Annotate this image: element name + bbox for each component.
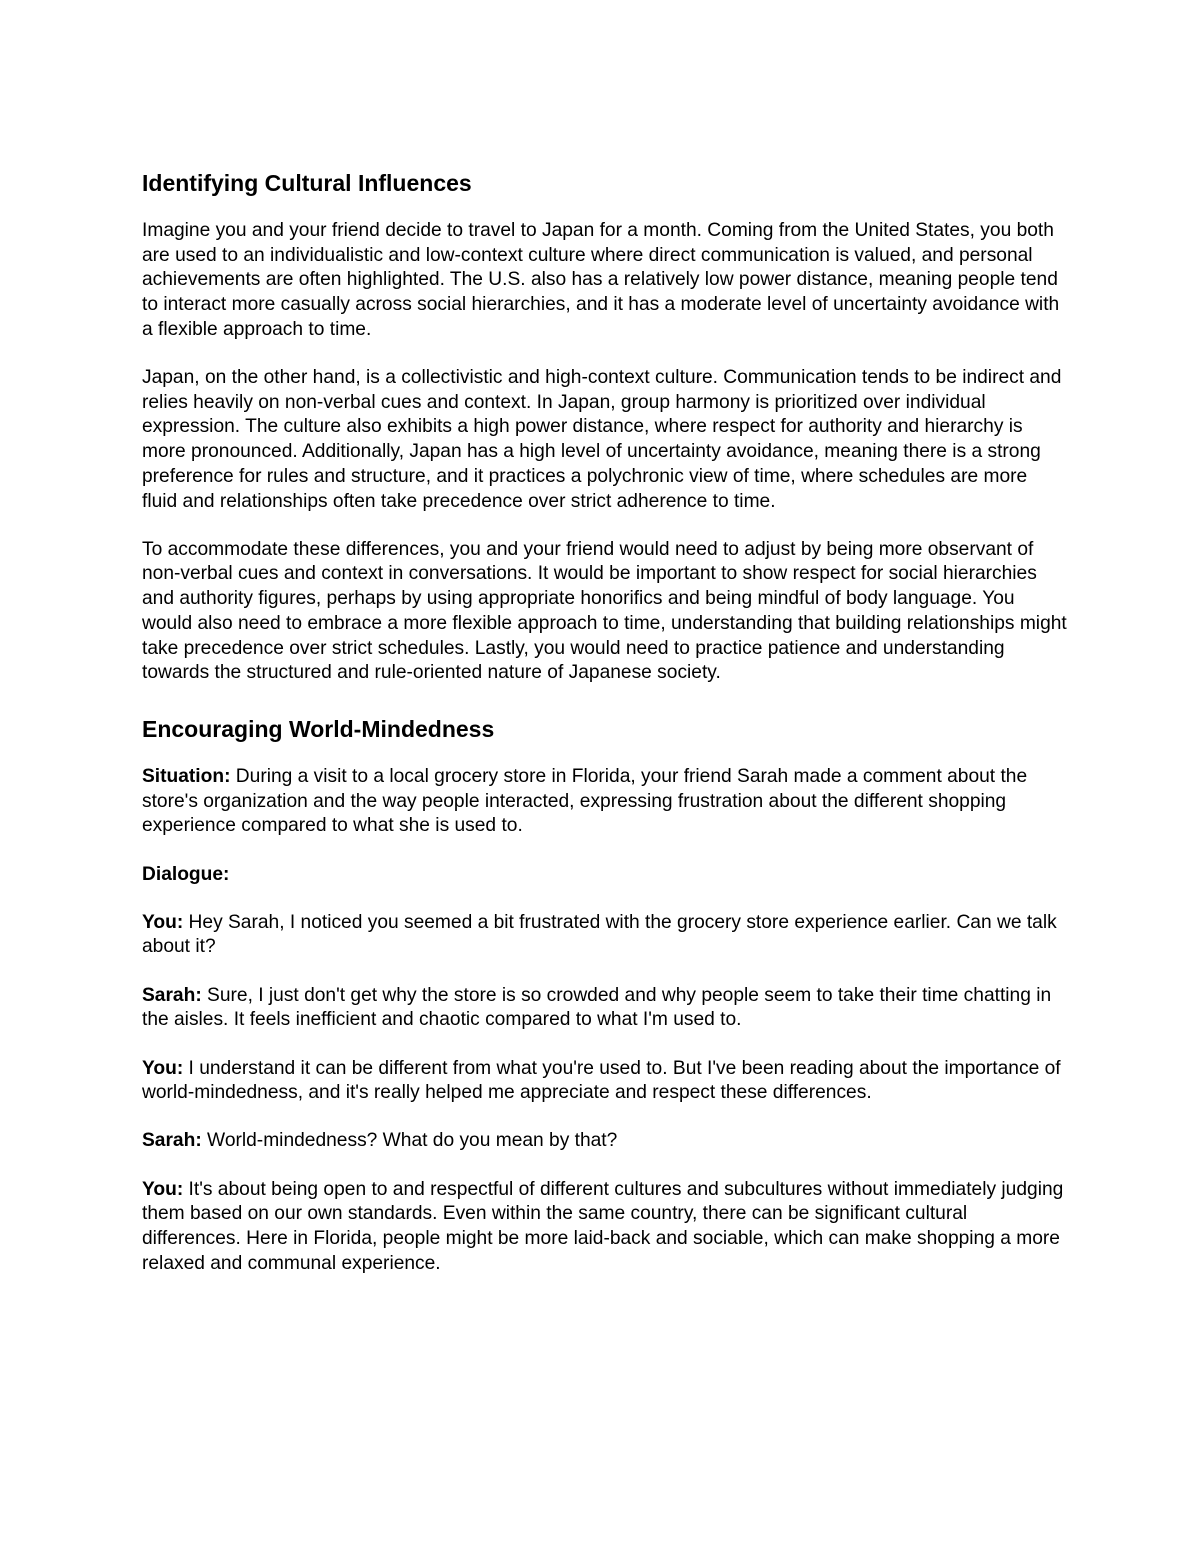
speaker-label: You: [142,1057,184,1079]
dialogue-text: I understand it can be different from what you're used to. But I've been reading about the importance of world-mindedness, and it's really helped me appreciate and respect these differences. [142,1057,1061,1104]
dialogue-heading: Dialogue: [142,863,230,885]
dialogue-line [142,1129,1067,1154]
situation-paragraph [142,765,1067,839]
dialogue-line [142,984,1067,1033]
section-heading-cultural-influences: Identifying Cultural Influences [142,170,472,196]
paragraph-us-culture: Imagine you and your friend decide to travel to Japan for a month. Coming from the United States, you both are used to an individualistic and low-context culture where direct communication is valued, and personal achievements are often highlighted. The U.S. also has a relatively low power distance, meaning people tend to interact more casually across social hierarchies, and it has a moderate level of uncertainty avoidance with a flexible approach to time. [142,220,1060,340]
dialogue-text: Hey Sarah, I noticed you seemed a bit frustrated with the grocery store experience earlier. Can we talk about it? [142,911,1057,958]
dialogue-line [142,1178,1067,1277]
paragraph-japan-culture: Japan, on the other hand, is a collectivistic and high-context culture. Communication tends to be indirect and relies heavily on non-verbal cues and context. In Japan, group harmony is prioritized over individual expression. The culture also exhibits a high power distance, where respect for authority and hierarchy is more pronounced. Additionally, Japan has a high level of uncertainty avoidance, meaning there is a strong preference for rules and structure, and it practices a polychronic view of time, where schedules are more fluid and relationships often take precedence over strict adherence to time. [142,367,1062,512]
dialogue-line [142,1057,1067,1106]
speaker-label: Sarah: [142,984,202,1006]
speaker-label: You: [142,1178,184,1200]
speaker-label: You: [142,911,184,933]
speaker-label: Sarah: [142,1130,202,1152]
dialogue-text: It's about being open to and respectful of different cultures and subcultures without immediately judging them based on our own standards. Even within the same country, there can be significant cultural differences. Here in Florida, people might be more laid-back and sociable, which can make shopping a more relaxed and communal experience. [142,1178,1064,1274]
dialogue-text: World-mindedness? What do you mean by that? [201,1130,618,1152]
document-page [142,168,1067,1277]
paragraph-accommodation: To accommodate these differences, you and your friend would need to adjust by being more observant of non-verbal cues and context in conversations. It would be important to show respect for social hierarchies and authority figures, perhaps by using appropriate honorifics and being mindful of body language. You would also need to embrace a more flexible approach to time, understanding that building relationships might take precedence over strict schedules. Lastly, you would need to practice patience and understanding towards the structured and rule-oriented nature of Japanese society. [142,538,1067,684]
section-heading-world-mindedness: Encouraging World-Mindedness [142,715,495,742]
situation-label: Situation: [142,765,231,787]
dialogue-line [142,911,1067,960]
situation-text: During a visit to a local grocery store in Florida, your friend Sarah made a comment about the store's organization and the way people interacted, expressing frustration about the different shopping experience compared to what she is used to. [142,765,1028,837]
dialogue-label [142,863,1067,888]
dialogue-text: Sure, I just don't get why the store is so crowded and why people seem to take their time chatting in the aisles. It feels inefficient and chaotic compared to what I'm used to. [142,984,1052,1031]
